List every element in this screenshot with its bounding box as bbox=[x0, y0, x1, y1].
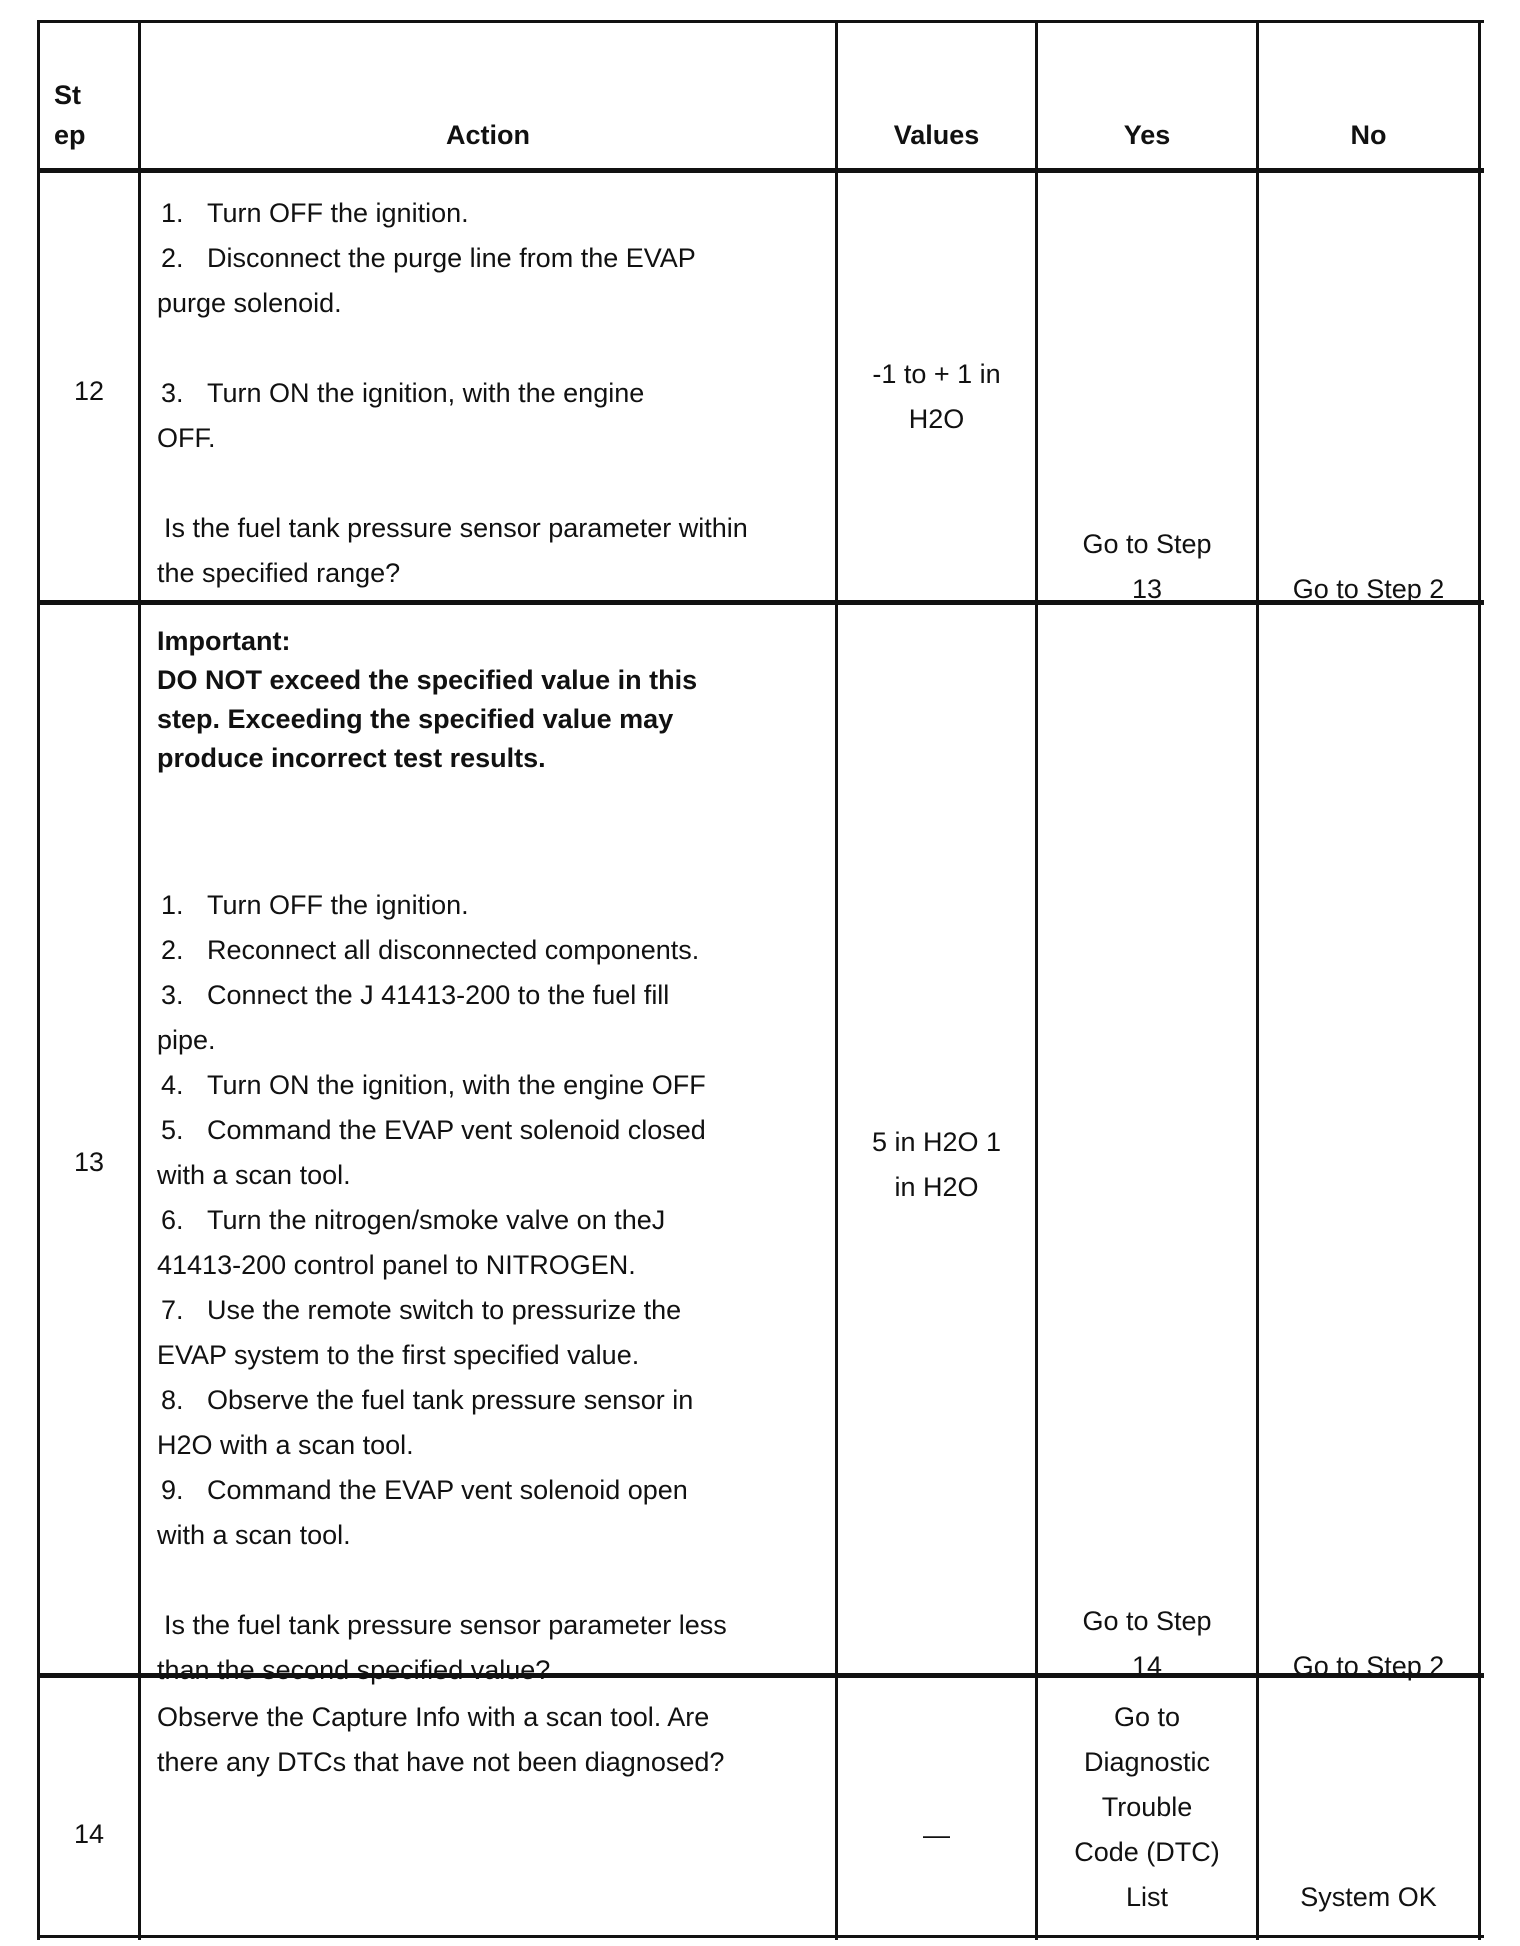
list-item: 2. Disconnect the purge line from the EVAP bbox=[161, 243, 696, 273]
list-item-cont: purge solenoid. bbox=[157, 288, 342, 318]
row-14-values: — bbox=[923, 1820, 950, 1850]
row-12-values: -1 to + 1 in H2O bbox=[872, 359, 1001, 434]
row-13-no: Go to Step 2 bbox=[1292, 1651, 1445, 1681]
list-item: 3. Connect the J 41413-200 to the fuel fill bbox=[161, 980, 670, 1010]
left-border bbox=[37, 20, 40, 1940]
list-item-cont: 41413-200 control panel to NITROGEN. bbox=[157, 1250, 636, 1280]
important-label: Important: bbox=[157, 626, 291, 656]
row-13-step: 13 bbox=[73, 1147, 105, 1177]
row-13-values: 5 in H2O 1 in H2O bbox=[871, 1127, 1002, 1202]
header-step-line2: ep bbox=[54, 120, 86, 150]
row-12-yes: Go to Step 13 bbox=[1082, 529, 1212, 604]
important-text: DO NOT exceed the specified value in this bbox=[157, 665, 698, 695]
list-item: 9. Command the EVAP vent solenoid open bbox=[161, 1475, 688, 1505]
header-no: No bbox=[1350, 120, 1387, 150]
row-14-step: 14 bbox=[73, 1819, 105, 1849]
list-item-cont: EVAP system to the first specified value. bbox=[157, 1340, 640, 1370]
header-action: Action bbox=[446, 120, 530, 150]
question-line: Is the fuel tank pressure sensor parameter within bbox=[164, 513, 748, 543]
table-bottom-border bbox=[37, 1935, 1484, 1938]
header-step bbox=[54, 75, 134, 155]
important-text: produce incorrect test results. bbox=[157, 743, 546, 773]
question-line: than the second specified value? bbox=[157, 1655, 551, 1685]
row-14-yes: Go to Diagnostic Trouble Code (DTC) List bbox=[1074, 1702, 1220, 1912]
row-14-action: Observe the Capture Info with a scan tool. Are there any DTCs that have not been diagnosed? bbox=[157, 1702, 725, 1777]
list-item-cont: with a scan tool. bbox=[157, 1160, 351, 1190]
diagnostic-table bbox=[37, 20, 1484, 1940]
important-text: step. Exceeding the specified value may bbox=[157, 704, 674, 734]
row-12-step: 12 bbox=[73, 376, 105, 406]
list-item: 6. Turn the nitrogen/smoke valve on theJ bbox=[161, 1205, 666, 1235]
row-14-no: System OK bbox=[1300, 1882, 1437, 1912]
row-12-action bbox=[157, 191, 827, 596]
list-item: 1. Turn OFF the ignition. bbox=[161, 198, 469, 228]
header-bottom-border bbox=[37, 168, 1484, 173]
step-action-divider bbox=[138, 20, 141, 1940]
row-12-no: Go to Step 2 bbox=[1292, 574, 1445, 604]
list-item-cont: with a scan tool. bbox=[157, 1520, 351, 1550]
list-item: 1. Turn OFF the ignition. bbox=[161, 890, 469, 920]
header-yes: Yes bbox=[1123, 120, 1171, 150]
right-border bbox=[1478, 20, 1481, 1940]
list-item: 8. Observe the fuel tank pressure sensor in bbox=[161, 1385, 694, 1415]
list-item: 2. Reconnect all disconnected components. bbox=[161, 935, 700, 965]
row-13-important bbox=[157, 622, 827, 778]
list-item: 3. Turn ON the ignition, with the engine bbox=[161, 378, 645, 408]
list-item-cont: OFF. bbox=[157, 423, 216, 453]
row-13-action bbox=[157, 883, 827, 1693]
question-line: the specified range? bbox=[157, 558, 401, 588]
action-values-divider bbox=[835, 20, 838, 1940]
list-item: 4. Turn ON the ignition, with the engine OFF bbox=[161, 1070, 706, 1100]
table-top-border bbox=[37, 20, 1484, 23]
question-line: Is the fuel tank pressure sensor parameter less bbox=[164, 1610, 727, 1640]
list-item: 5. Command the EVAP vent solenoid closed bbox=[161, 1115, 706, 1145]
header-values: Values bbox=[893, 120, 980, 150]
list-item: 7. Use the remote switch to pressurize the bbox=[161, 1295, 682, 1325]
header-step-line1: St bbox=[54, 80, 81, 110]
row-13-yes: Go to Step 14 bbox=[1082, 1606, 1212, 1681]
list-item-cont: pipe. bbox=[157, 1025, 216, 1055]
list-item-cont: H2O with a scan tool. bbox=[157, 1430, 414, 1460]
